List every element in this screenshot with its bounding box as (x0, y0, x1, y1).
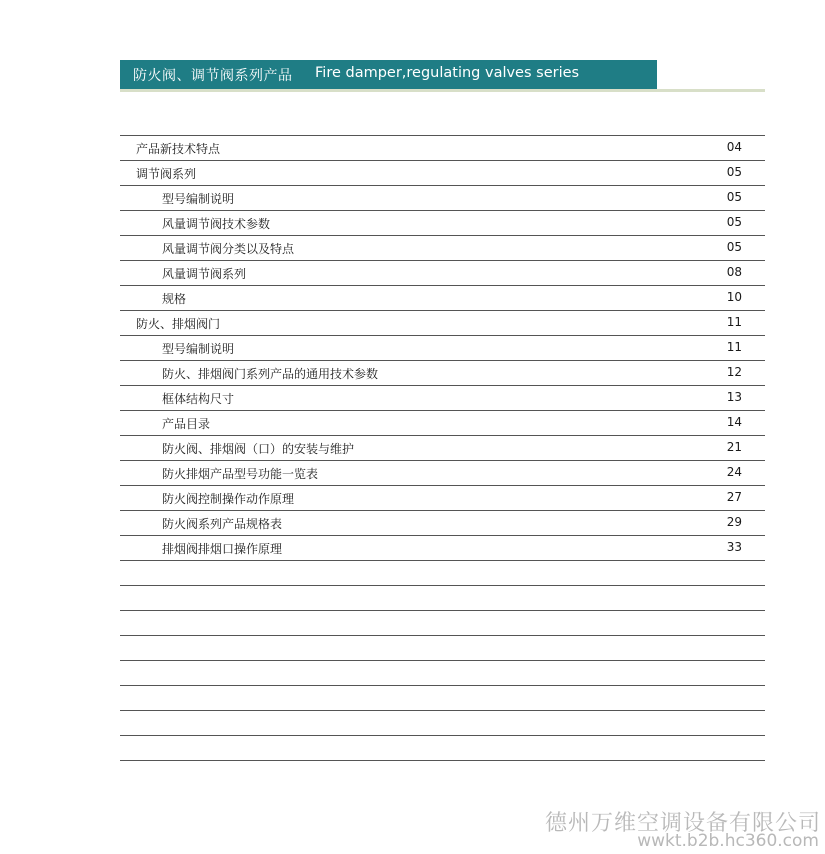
header-title-en (315, 65, 579, 81)
blank-ruled-line (120, 710, 765, 735)
blank-ruled-line (120, 735, 765, 761)
toc-row[interactable] (120, 435, 765, 460)
blank-ruled-line (120, 610, 765, 635)
toc-entry-label: 产品新技术特点 (136, 142, 221, 156)
header-band (120, 60, 657, 89)
toc-entry-label: 防火阀控制操作动作原理 (162, 492, 295, 506)
toc-row[interactable] (120, 335, 765, 360)
toc-entry-label: 防火、排烟阀门系列产品的通用技术参数 (162, 367, 379, 381)
watermark-url: wwkt.b2b.hc360.com (637, 831, 819, 851)
toc-row[interactable] (120, 485, 765, 510)
toc-page-number: 13 (726, 390, 742, 404)
blank-ruled-line (120, 660, 765, 685)
toc-entry-label: 型号编制说明 (162, 192, 235, 206)
toc-entry-label: 风量调节阀系列 (162, 267, 247, 281)
toc-page-number: 24 (726, 465, 742, 479)
watermark-company: 德州万维空调设备有限公司 (544, 811, 821, 836)
toc-page-number: 05 (726, 215, 742, 229)
toc-entry-label: 防火排烟产品型号功能一览表 (162, 467, 319, 481)
toc-row[interactable] (120, 510, 765, 535)
blank-ruled-line (120, 560, 765, 585)
toc-row[interactable] (120, 360, 765, 385)
toc-page-number: 21 (726, 440, 742, 454)
blank-ruled-line (120, 635, 765, 660)
toc-page-number: 11 (726, 340, 742, 354)
toc-row[interactable] (120, 185, 765, 210)
toc-entry-label: 风量调节阀分类以及特点 (162, 242, 295, 256)
toc-page-number: 05 (726, 165, 742, 179)
toc-page-number: 12 (726, 365, 742, 379)
toc-page-number: 08 (726, 265, 742, 279)
header-title-en-suffix: series (536, 65, 580, 81)
toc-row[interactable] (120, 385, 765, 410)
toc-page-number: 05 (726, 190, 742, 204)
toc-page-number: 10 (726, 290, 742, 304)
toc-entry-label: 防火阀、排烟阀（口）的安装与维护 (162, 442, 355, 456)
blank-ruled-line (120, 685, 765, 710)
toc-page-number: 14 (726, 415, 742, 429)
toc-page-number: 29 (726, 515, 742, 529)
toc-row[interactable] (120, 135, 765, 160)
toc-entry-label: 型号编制说明 (162, 342, 235, 356)
toc-entry-label: 产品目录 (162, 417, 211, 431)
toc-entry-label: 排烟阀排烟口操作原理 (162, 542, 283, 556)
header-title-en-main: Fire damper,regulating valves (315, 65, 532, 81)
toc-row[interactable] (120, 210, 765, 235)
table-of-contents (120, 135, 765, 761)
toc-row[interactable] (120, 285, 765, 310)
blank-ruled-line (120, 585, 765, 610)
toc-entry-label: 风量调节阀技术参数 (162, 217, 271, 231)
toc-page-number: 04 (726, 140, 742, 154)
toc-row[interactable] (120, 460, 765, 485)
toc-entry-label: 防火阀系列产品规格表 (162, 517, 283, 531)
toc-page-number: 05 (726, 240, 742, 254)
header-title-cn: 防火阀、调节阀系列产品 (133, 68, 293, 84)
toc-row[interactable] (120, 235, 765, 260)
toc-row[interactable] (120, 535, 765, 560)
toc-entry-label: 调节阀系列 (136, 167, 197, 181)
toc-row[interactable] (120, 160, 765, 185)
toc-row[interactable] (120, 310, 765, 335)
toc-entry-label: 规格 (162, 292, 187, 306)
toc-page-number: 33 (726, 540, 742, 554)
toc-page-number: 27 (726, 490, 742, 504)
toc-row[interactable] (120, 410, 765, 435)
toc-entry-label: 框体结构尺寸 (162, 392, 235, 406)
toc-page-number: 11 (726, 315, 742, 329)
toc-row[interactable] (120, 260, 765, 285)
header-divider (120, 89, 765, 92)
toc-entry-label: 防火、排烟阀门 (136, 317, 221, 331)
